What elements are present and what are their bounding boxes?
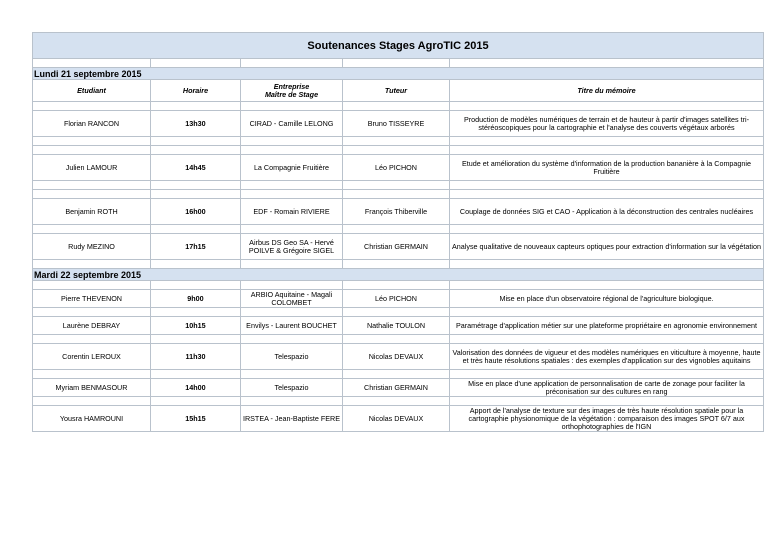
tutor-name: Léo PICHON (343, 290, 450, 308)
student-name: Myriam BENMASOUR (33, 379, 151, 397)
thesis-title: Paramétrage d'application métier sur une plateforme propriétaire en agronomie environnement (450, 317, 764, 335)
company-supervisor: CIRAD - Camille LELONG (241, 111, 343, 137)
tutor-name: Christian GERMAIN (343, 379, 450, 397)
time-slot: 14h00 (151, 379, 241, 397)
company-supervisor: ARBIO Aquitaine - Magali COLOMBET (241, 290, 343, 308)
schedule-sheet (32, 32, 763, 432)
header-student: Etudiant (33, 80, 151, 102)
thesis-title: Etude et amélioration du système d'information de la production bananière à la Compagnie Fruitière (450, 155, 764, 181)
student-name: Benjamin ROTH (33, 199, 151, 225)
time-slot: 13h30 (151, 111, 241, 137)
table-row (33, 317, 764, 335)
table-row (33, 199, 764, 225)
time-slot: 9h00 (151, 290, 241, 308)
table-row (33, 290, 764, 308)
schedule-table (32, 32, 764, 432)
day-label: Mardi 22 septembre 2015 (33, 269, 241, 281)
student-name: Laurène DEBRAY (33, 317, 151, 335)
student-name: Corentin LEROUX (33, 344, 151, 370)
day-label: Lundi 21 septembre 2015 (33, 68, 241, 80)
company-supervisor: La Compagnie Fruitière (241, 155, 343, 181)
header-tutor: Tuteur (343, 80, 450, 102)
header-company: Entreprise Maître de Stage (241, 80, 343, 102)
company-supervisor: Telespazio (241, 379, 343, 397)
time-slot: 15h15 (151, 406, 241, 432)
time-slot: 16h00 (151, 199, 241, 225)
thesis-title: Analyse qualitative de nouveaux capteurs optiques pour extraction d'information sur la végétation (450, 234, 764, 260)
header-time: Horaire (151, 80, 241, 102)
time-slot: 14h45 (151, 155, 241, 181)
tutor-name: Léo PICHON (343, 155, 450, 181)
student-name: Julien LAMOUR (33, 155, 151, 181)
time-slot: 10h15 (151, 317, 241, 335)
tutor-name: Nicolas DEVAUX (343, 406, 450, 432)
thesis-title: Apport de l'analyse de texture sur des images de très haute résolution spatiale pour la cartographie physionomique de la végétation : comparaison des images SPOT 6/7 aux orthophotographies de l'IGN (450, 406, 764, 432)
thesis-title: Couplage de données SIG et CAO - Application à la déconstruction des centrales nucléaires (450, 199, 764, 225)
company-supervisor: IRSTEA - Jean-Baptiste FERE (241, 406, 343, 432)
table-row (33, 234, 764, 260)
student-name: Florian RANCON (33, 111, 151, 137)
table-row (33, 379, 764, 397)
thesis-title: Mise en place d'un observatoire régional de l'agriculture biologique. (450, 290, 764, 308)
tutor-name: Nathalie TOULON (343, 317, 450, 335)
table-row (33, 155, 764, 181)
page-title: Soutenances Stages AgroTIC 2015 (33, 33, 764, 59)
company-supervisor: EDF - Romain RIVIERE (241, 199, 343, 225)
company-supervisor: Envilys - Laurent BOUCHET (241, 317, 343, 335)
student-name: Pierre THEVENON (33, 290, 151, 308)
time-slot: 11h30 (151, 344, 241, 370)
company-supervisor: Airbus DS Geo SA - Hervé POILVE & Grégoire SIGEL (241, 234, 343, 260)
student-name: Rudy MEZINO (33, 234, 151, 260)
table-row (33, 406, 764, 432)
tutor-name: François Thiberville (343, 199, 450, 225)
table-row (33, 344, 764, 370)
tutor-name: Bruno TISSEYRE (343, 111, 450, 137)
table-row (33, 111, 764, 137)
tutor-name: Nicolas DEVAUX (343, 344, 450, 370)
header-thesis: Titre du mémoire (450, 80, 764, 102)
student-name: Yousra HAMROUNI (33, 406, 151, 432)
time-slot: 17h15 (151, 234, 241, 260)
thesis-title: Mise en place d'une application de personnalisation de carte de zonage pour faciliter la préconisation sur des cultures en rang (450, 379, 764, 397)
tutor-name: Christian GERMAIN (343, 234, 450, 260)
thesis-title: Valorisation des données de vigueur et des modèles numériques en viticulture à moyenne, haute et très haute résolutions spatiales : des exemples d'application sur des vignobles aquitains (450, 344, 764, 370)
company-supervisor: Telespazio (241, 344, 343, 370)
thesis-title: Production de modèles numériques de terrain et de hauteur à partir d'images satellites tri-stéréoscopiques pour la cartographie et l'analyse des couverts végétaux arborés (450, 111, 764, 137)
